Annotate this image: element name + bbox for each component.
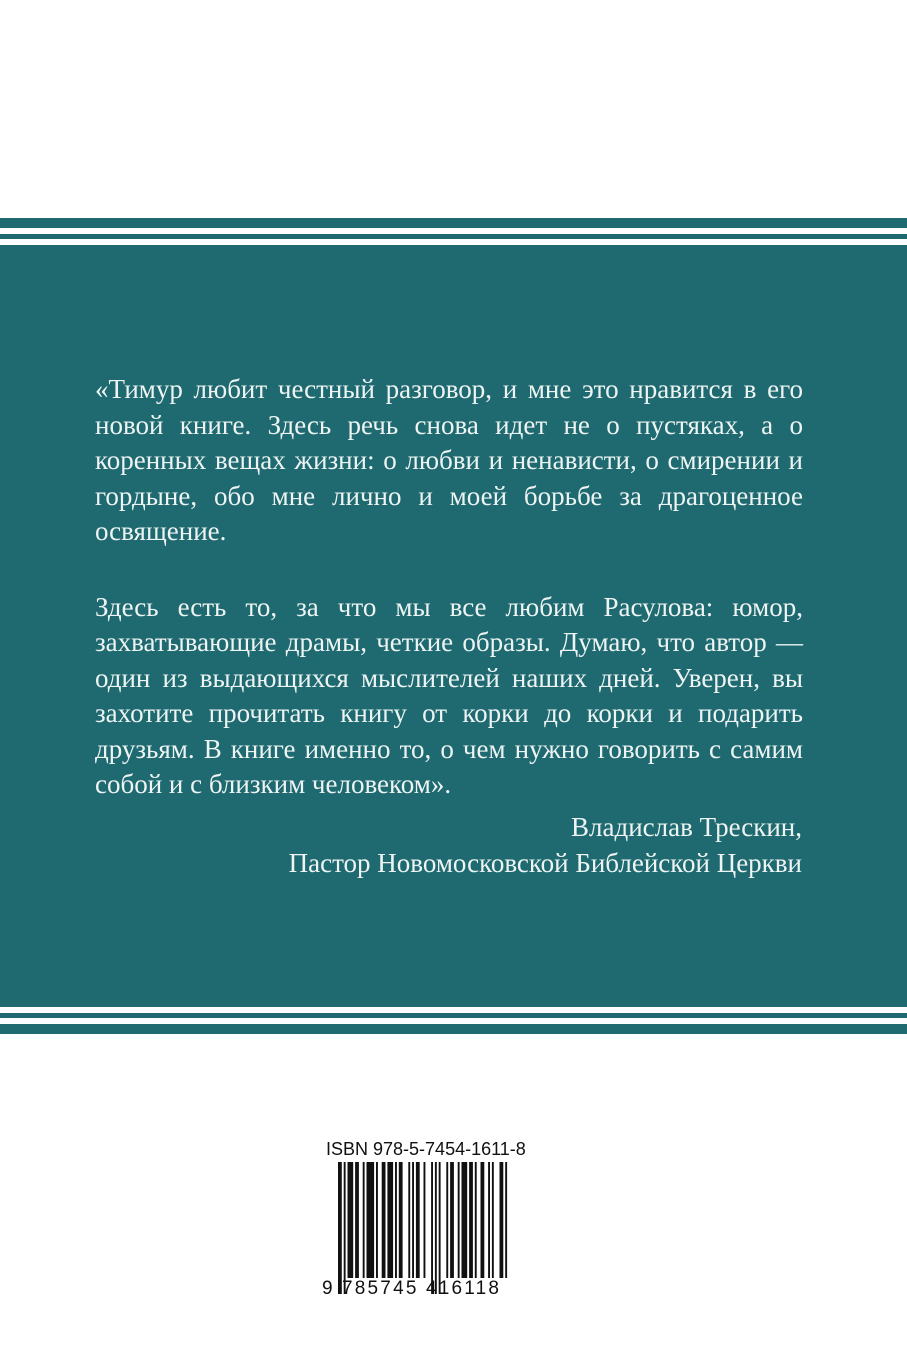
barcode-bar [367,1162,375,1278]
bottom-stripe-thin [0,1013,907,1018]
attribution-role: Пастор Новомосковской Библейской Церкви [288,848,802,878]
barcode-bar [344,1162,346,1294]
barcode-bar [492,1162,494,1278]
endorsement-quote [95,372,803,803]
barcode-bar [469,1162,473,1278]
barcode-digit-first: 9 [322,1278,335,1299]
barcode-bar [431,1162,433,1294]
isbn-barcode [318,1138,526,1320]
barcode-bars [318,1162,510,1296]
barcode-bar [408,1162,410,1278]
barcode-bar [439,1162,441,1294]
barcode-digit-left-group: 785745 [342,1278,419,1299]
barcode-bar [424,1162,426,1278]
barcode-bar [395,1162,397,1278]
barcode-bar [481,1162,485,1278]
barcode-bar [399,1162,403,1278]
barcode-bar [450,1162,454,1278]
barcode-bar [382,1162,386,1278]
barcode-bar [458,1162,460,1278]
barcode-bar [416,1162,420,1278]
barcode-bar [348,1162,354,1278]
barcode-bar [435,1162,437,1294]
bottom-stripe-thick [0,1024,907,1034]
barcode-bar [338,1162,342,1294]
quote-attribution [289,809,802,881]
barcode-bar [462,1162,468,1278]
quote-paragraph-1: «Тимур любит честный разговор, и мне это нравится в его новой книге. Здесь речь снова идет не о пустяках, а о коренных вещах жизни: о любви и ненависти, о смирении и гордыне, обо мне лично и моей борьбе за драгоценное освящение. [95,374,803,546]
barcode-bar [363,1162,365,1278]
barcode-bar [446,1162,448,1278]
barcode-digit-right-group: 416118 [426,1278,502,1299]
barcode-bar [355,1162,359,1278]
attribution-name: Владислав Трескин, [571,812,802,842]
barcode-digits [318,1278,510,1300]
quote-paragraph-2: Здесь есть то, за что мы все любим Расулова: юмор, захватывающие драмы, четкие образы. Думаю, что автор — один из выдающихся мыслителей наших дней. Уверен, вы захотите прочитать книгу от корки до корки и подарить друзьям. В книге именно то, о чем нужно говорить с самим собой и с близким человеком». [95,591,803,799]
barcode-bar [475,1162,477,1278]
top-stripe-thick [0,218,907,228]
barcode-bar [505,1162,507,1278]
barcode-bar [488,1162,490,1278]
isbn-label: ISBN 978-5-7454-1611-8 [326,1139,526,1159]
barcode-bar [412,1162,414,1278]
top-stripe-thin [0,234,907,239]
barcode-bar [376,1162,378,1278]
barcode-bar [500,1162,504,1278]
barcode-bar [387,1162,393,1278]
